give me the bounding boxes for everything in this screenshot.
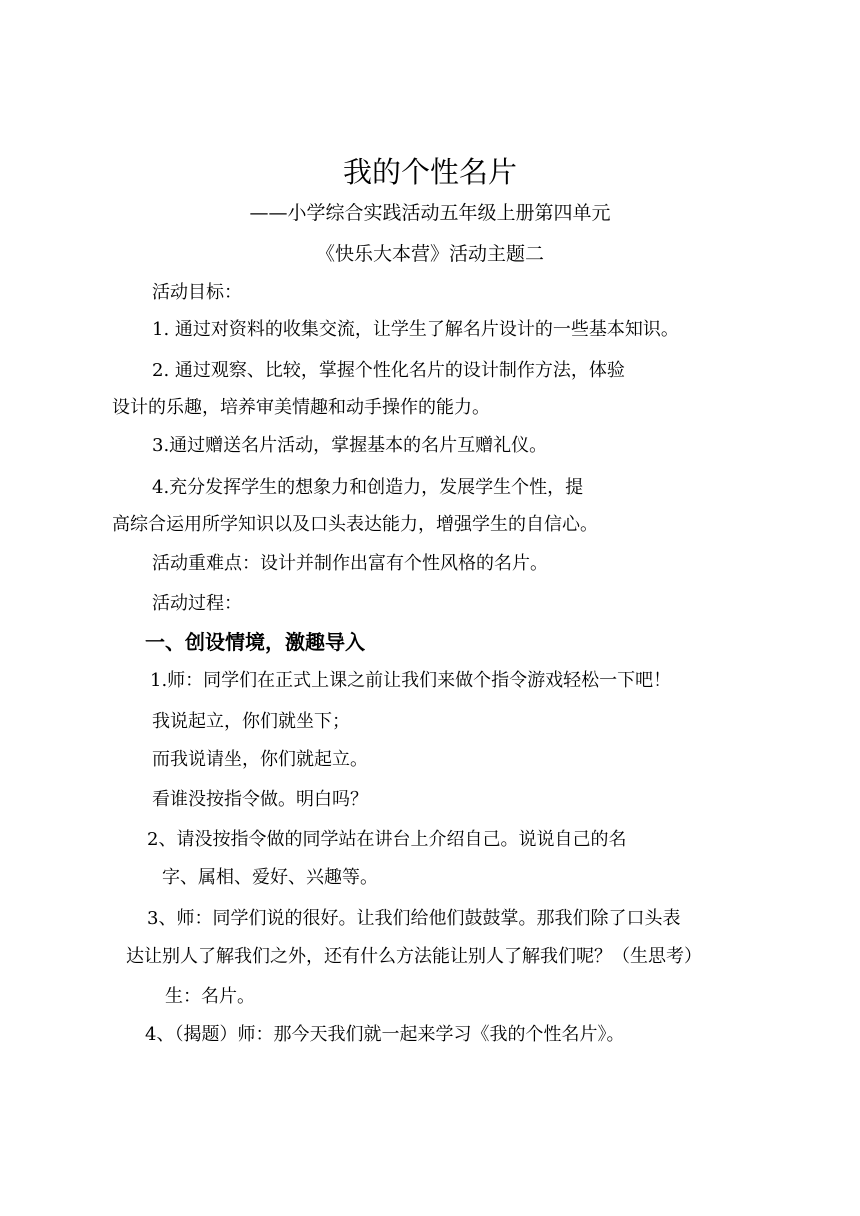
process-line: 1.师：同学们在正式上课之前让我们来做个指令游戏轻松一下吧！ xyxy=(150,670,672,691)
objective-line: 设计的乐趣，培养审美情趣和动手操作的能力。 xyxy=(112,397,490,418)
objective-line: 3.通过赠送名片活动，掌握基本的名片互赠礼仪。 xyxy=(152,435,548,456)
section-heading: 一、创设情境，激趣导入 xyxy=(145,630,365,654)
key-difficulty: 活动重难点：设计并制作出富有个性风格的名片。 xyxy=(152,553,548,574)
process-line: 字、属相、爱好、兴趣等。 xyxy=(162,867,378,888)
objective-line: 1. 通过对资料的收集交流，让学生了解名片设计的一些基本知识。 xyxy=(152,319,679,340)
process-line: 生：名片。 xyxy=(165,986,255,1007)
objective-line: 高综合运用所学知识以及口头表达能力，增强学生的自信心。 xyxy=(112,514,598,535)
subtitle-unit: ——小学综合实践活动五年级上册第四单元 xyxy=(249,202,611,224)
objectives-label: 活动目标： xyxy=(152,282,242,303)
process-line: 看谁没按指令做。明白吗？ xyxy=(152,789,368,810)
process-line: 我说起立，你们就坐下； xyxy=(152,711,350,732)
process-label: 活动过程： xyxy=(152,593,242,614)
process-line: 而我说请坐，你们就起立。 xyxy=(152,749,368,770)
process-line: 达让别人了解我们之外，还有什么方法能让别人了解我们呢？（生思考） xyxy=(126,946,702,967)
process-line: 4、（揭题）师：那今天我们就一起来学习《我的个性名片》。 xyxy=(145,1024,625,1045)
subtitle-theme: 《快乐大本营》活动主题二 xyxy=(315,243,544,265)
process-line: 2、请没按指令做的同学站在讲台上介绍自己。说说自己的名 xyxy=(147,829,627,850)
process-line: 3、师：同学们说的很好。让我们给他们鼓鼓掌。那我们除了口头表 xyxy=(147,908,681,929)
objective-line: 4.充分发挥学生的想象力和创造力，发展学生个性，提 xyxy=(152,477,584,498)
objective-line: 2. 通过观察、比较，掌握个性化名片的设计制作方法，体验 xyxy=(152,360,625,381)
document-title: 我的个性名片 xyxy=(342,155,517,189)
